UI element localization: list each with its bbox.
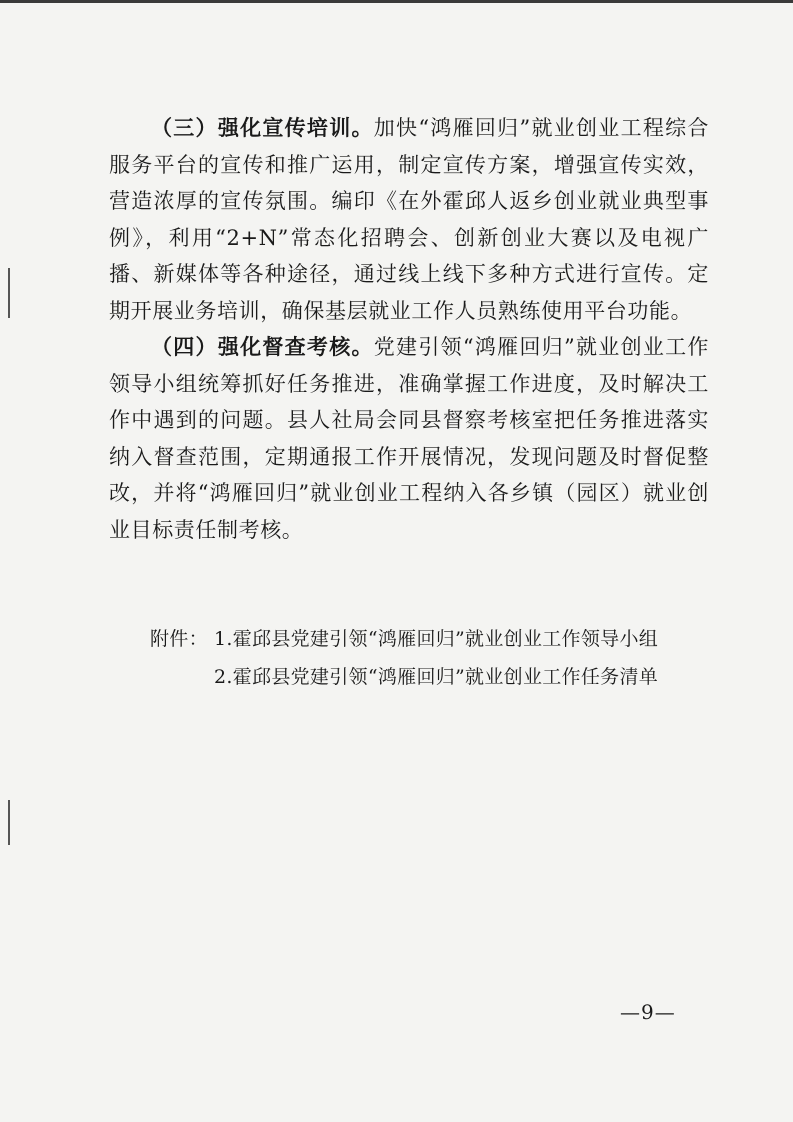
attachment-item-text: 2.霍邱县党建引领“鸿雁回归”就业创业工作任务清单 bbox=[214, 666, 659, 688]
scan-margin-mark bbox=[8, 268, 10, 318]
scan-margin-mark bbox=[8, 800, 10, 845]
section-four-heading: （四）强化督查考核。 bbox=[151, 335, 374, 359]
attachment-item bbox=[150, 658, 658, 696]
section-three-body: 加快“鸿雁回归”就业创业工程综合服务平台的宣传和推广运用，制定宣传方案，增强宣传实效，营造浓厚的宣传氛围。编印《在外霍邱人返乡创业就业典型事例》，利用“2+N”常态化招聘会、创新创业大赛以及电视广播、新媒体等各种途径，通过线上线下多种方式进行宣传。定期开展业务培训，确保基层就业工作人员熟练使用平台功能。 bbox=[109, 116, 710, 323]
attachments-list bbox=[150, 620, 658, 696]
section-four-body: 党建引领“鸿雁回归”就业创业工作领导小组统筹抓好任务推进，准确掌握工作进度，及时解决工作中遇到的问题。县人社局会同县督察考核室把任务推进落实纳入督查范围，定期通报工作开展情况，发现问题及时督促整改，并将“鸿雁回归”就业创业工程纳入各乡镇（园区）就业创业目标责任制考核。 bbox=[109, 335, 710, 542]
attachment-item-text: 1.霍邱县党建引领“鸿雁回归”就业创业工作领导小组 bbox=[214, 628, 659, 650]
attachments-label: 附件： bbox=[150, 628, 208, 650]
section-three-heading: （三）强化宣传培训。 bbox=[151, 116, 374, 140]
attachment-item bbox=[150, 620, 658, 658]
page-number: —9— bbox=[620, 1000, 676, 1024]
section-four bbox=[109, 329, 709, 548]
document-body bbox=[109, 110, 709, 548]
scan-top-edge bbox=[0, 0, 793, 3]
section-three bbox=[109, 110, 709, 329]
